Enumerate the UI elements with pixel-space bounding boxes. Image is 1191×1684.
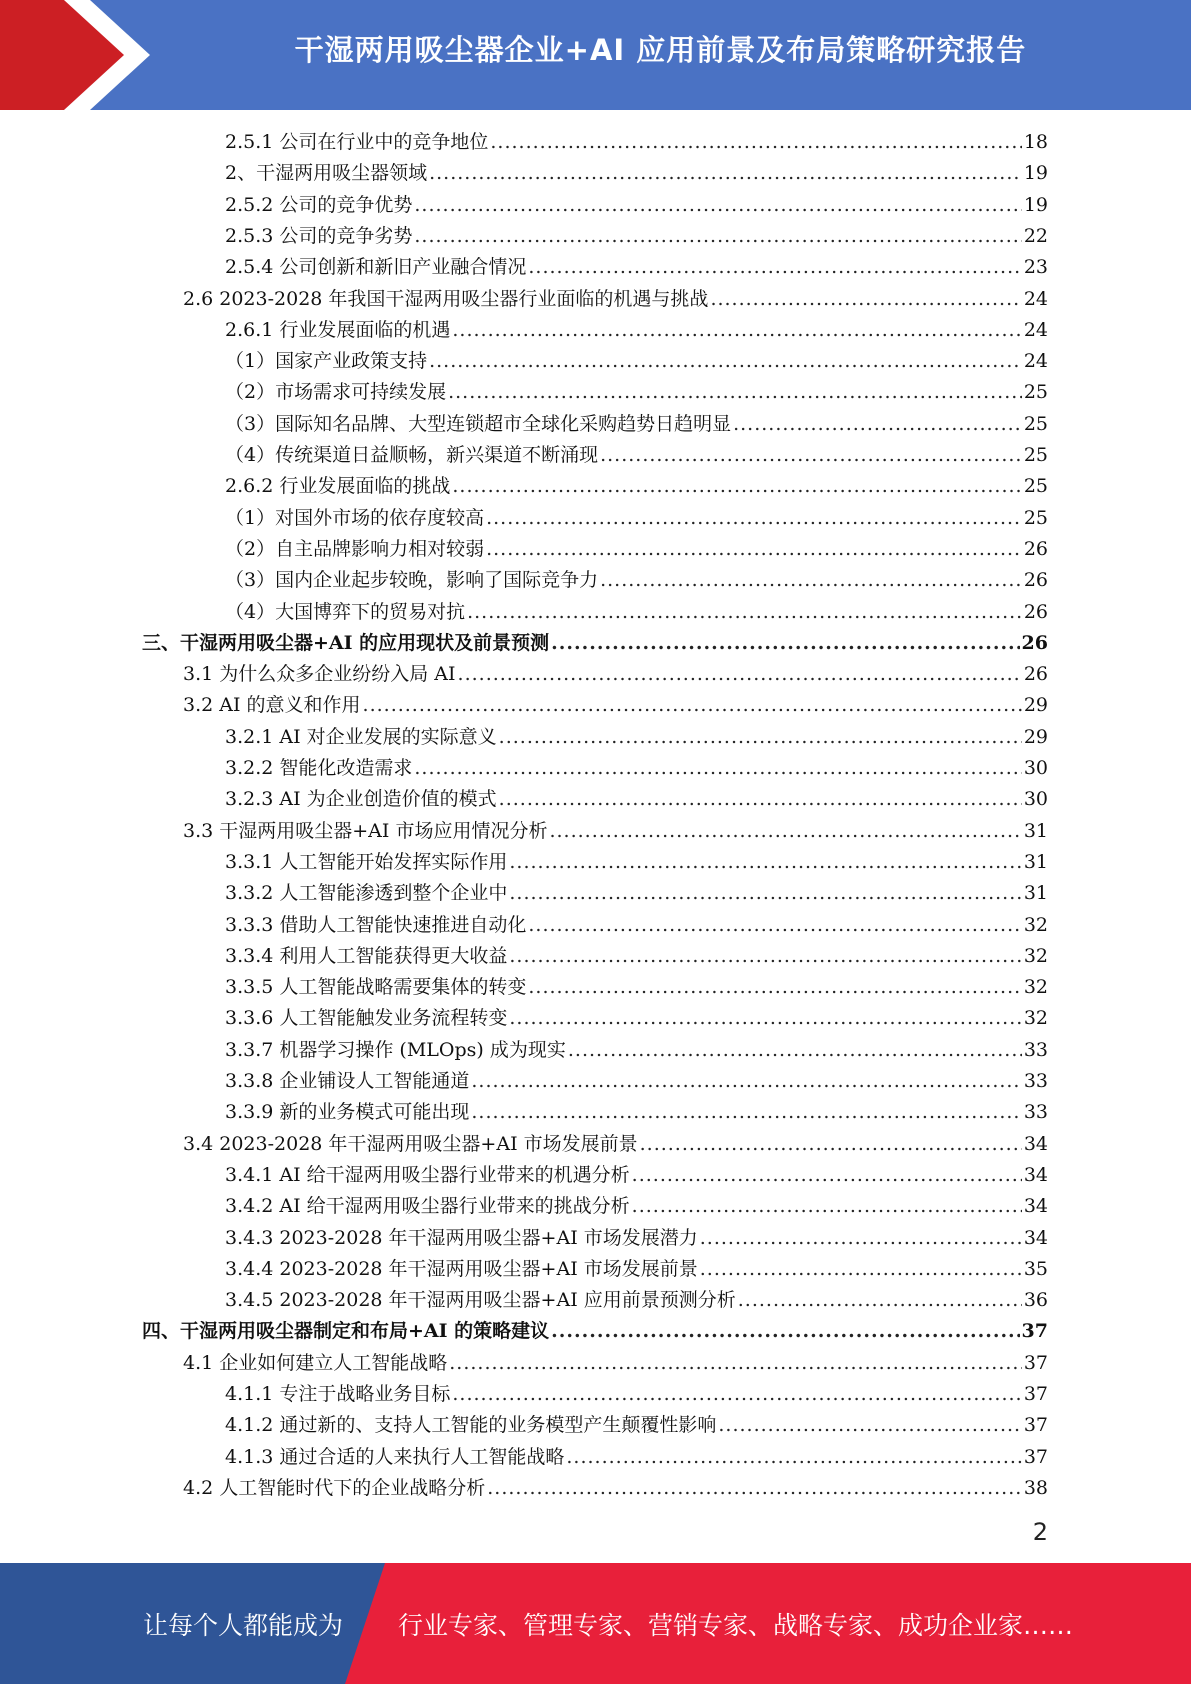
toc-entry-label: （2）自主品牌影响力相对较弱 — [225, 537, 485, 560]
toc-entry-page: 25 — [1023, 475, 1048, 498]
toc-leader-dots — [551, 1316, 1019, 1347]
toc-entry-page: 35 — [1023, 1257, 1048, 1280]
toc-entry-label: 3.3 干湿两用吸尘器+AI 市场应用情况分析 — [183, 819, 548, 842]
toc-entry-page: 26 — [1021, 631, 1048, 654]
toc-leader-dots — [632, 1160, 1022, 1191]
toc-entry-page: 38 — [1023, 1476, 1048, 1499]
toc-entry-label: 2.5.1 公司在行业中的竞争地位 — [225, 131, 489, 153]
toc-entry-label: （3）国内企业起步较晚，影响了国际竞争力 — [225, 569, 599, 592]
toc-leader-dots — [429, 346, 1022, 377]
toc-entry-page: 32 — [1023, 976, 1048, 999]
toc-entry-label: 3.3.8 企业铺设人工智能通道 — [225, 1070, 470, 1092]
toc-entry-label: 4.1.3 通过合适的人来执行人工智能战略 — [225, 1445, 565, 1468]
toc-entry-page: 19 — [1023, 193, 1048, 216]
toc-entry-label: 3.2.2 智能化改造需求 — [225, 757, 413, 779]
toc-leader-dots — [471, 1066, 1021, 1097]
toc-leader-dots — [509, 1003, 1021, 1034]
toc-entry-label: （4）大国博弈下的贸易对抗 — [225, 600, 466, 623]
page-header — [0, 0, 1191, 110]
toc-entry[interactable] — [225, 471, 1048, 502]
toc-entry[interactable] — [225, 972, 1048, 1003]
toc-entry-label: 3.4.3 2023-2028 年干湿两用吸尘器+AI 市场发展潜力 — [225, 1226, 698, 1249]
toc-entry[interactable] — [225, 1379, 1048, 1410]
toc-entry-label: （2）市场需求可持续发展 — [225, 381, 447, 404]
toc-entry-label: （1）国家产业政策支持 — [225, 350, 428, 373]
toc-entry[interactable] — [225, 377, 1048, 408]
toc-entry[interactable] — [183, 1473, 1048, 1504]
toc-entry[interactable] — [225, 1097, 1048, 1128]
toc-entry-page: 37 — [1023, 1445, 1048, 1468]
toc-entry[interactable] — [225, 753, 1048, 784]
toc-entry-label: 3.2.1 AI 对企业发展的实际意义 — [225, 725, 497, 748]
toc-leader-dots — [700, 1223, 1022, 1254]
toc-entry[interactable] — [183, 1348, 1048, 1379]
toc-entry[interactable] — [225, 440, 1048, 471]
toc-entry[interactable] — [225, 597, 1048, 628]
toc-leader-dots — [528, 252, 1021, 283]
toc-entry-page: 32 — [1023, 944, 1048, 967]
toc-leader-dots — [700, 1254, 1022, 1285]
toc-entry[interactable] — [183, 284, 1048, 315]
toc-entry-page: 37 — [1023, 1351, 1048, 1374]
toc-entry[interactable] — [225, 784, 1048, 815]
toc-entry-label: 2.6.1 行业发展面临的机遇 — [225, 318, 451, 341]
toc-entry[interactable] — [225, 1442, 1048, 1473]
toc-entry-page: 33 — [1023, 1070, 1048, 1092]
toc-entry-page: 19 — [1023, 162, 1048, 185]
toc-entry[interactable] — [225, 252, 1048, 283]
toc-entry-page: 26 — [1023, 600, 1048, 623]
toc-leader-dots — [718, 1410, 1021, 1441]
toc-entry[interactable] — [183, 659, 1048, 690]
toc-entry-label: 4.2 人工智能时代下的企业战略分析 — [183, 1476, 486, 1499]
toc-entry-page: 25 — [1023, 444, 1048, 466]
toc-entry-page: 32 — [1023, 1007, 1048, 1030]
toc-leader-dots — [490, 127, 1021, 158]
toc-entry[interactable] — [225, 1410, 1048, 1441]
toc-entry-page: 24 — [1023, 287, 1048, 310]
toc-leader-dots — [486, 534, 1022, 565]
toc-entry-page: 25 — [1023, 381, 1048, 404]
toc-entry[interactable] — [225, 346, 1048, 377]
toc-entry-label: 3.3.1 人工智能开始发挥实际作用 — [225, 850, 508, 873]
toc-entry-page: 37 — [1021, 1320, 1048, 1343]
toc-entry[interactable] — [225, 1035, 1048, 1066]
toc-entry-page: 31 — [1023, 819, 1048, 842]
toc-entry-page: 29 — [1023, 725, 1048, 748]
toc-entry-page: 24 — [1023, 350, 1048, 373]
toc-entry-page: 37 — [1023, 1383, 1048, 1405]
toc-entry-label: 3.4.1 AI 给干湿两用吸尘器行业带来的机遇分析 — [225, 1163, 630, 1186]
toc-leader-dots — [414, 190, 1021, 221]
toc-leader-dots — [600, 565, 1022, 596]
toc-leader-dots — [568, 1035, 1022, 1066]
toc-entry-label: 3.4 2023-2028 年干湿两用吸尘器+AI 市场发展前景 — [183, 1132, 638, 1155]
toc-entry[interactable] — [142, 1316, 1048, 1347]
toc-entry-label: 2、干湿两用吸尘器领域 — [225, 162, 428, 185]
toc-entry[interactable] — [225, 1003, 1048, 1034]
toc-entry-label: 3.3.2 人工智能渗透到整个企业中 — [225, 882, 508, 905]
toc-leader-dots — [414, 221, 1021, 252]
footer-slogan: 让每个人都能成为 — [143, 1611, 344, 1640]
toc-leader-dots — [738, 1285, 1022, 1316]
toc-leader-dots — [448, 377, 1022, 408]
toc-entry[interactable] — [225, 1285, 1048, 1316]
toc-leader-dots — [509, 878, 1021, 909]
toc-leader-dots — [528, 910, 1021, 941]
toc-entry-page: 26 — [1023, 663, 1048, 686]
toc-entry-page: 33 — [1023, 1038, 1048, 1061]
toc-entry-page: 18 — [1023, 131, 1048, 153]
toc-entry[interactable] — [225, 1223, 1048, 1254]
toc-leader-dots — [471, 1097, 1021, 1128]
toc-leader-dots — [640, 1129, 1022, 1160]
toc-entry-label: 2.6.2 行业发展面临的挑战 — [225, 475, 451, 498]
page-number: 2 — [1032, 1518, 1048, 1546]
toc-entry-label: 3.4.2 AI 给干湿两用吸尘器行业带来的挑战分析 — [225, 1195, 630, 1218]
toc-entry-page: 34 — [1023, 1195, 1048, 1218]
toc-leader-dots — [452, 315, 1021, 346]
toc-entry[interactable] — [225, 565, 1048, 596]
toc-leader-dots — [528, 972, 1021, 1003]
toc-entry[interactable] — [225, 221, 1048, 252]
toc-entry-page: 26 — [1023, 569, 1048, 592]
toc-entry-label: 4.1.2 通过新的、支持人工智能的业务模型产生颠覆性影响 — [225, 1414, 717, 1437]
toc-leader-dots — [710, 284, 1021, 315]
toc-entry[interactable] — [183, 1129, 1048, 1160]
toc-entry[interactable] — [225, 1160, 1048, 1191]
toc-leader-dots — [486, 503, 1022, 534]
toc-entry-page: 29 — [1023, 694, 1048, 717]
report-title: 干湿两用吸尘器企业+AI 应用前景及布局策略研究报告 — [294, 33, 1027, 67]
toc-entry-page: 34 — [1023, 1226, 1048, 1249]
toc-leader-dots — [600, 440, 1022, 471]
toc-entry-page: 34 — [1023, 1163, 1048, 1186]
toc-entry-label: 3.3.3 借助人工智能快速推进自动化 — [225, 913, 527, 936]
toc-entry-page: 30 — [1023, 757, 1048, 779]
toc-entry[interactable] — [225, 158, 1048, 189]
toc-entry-label: 3.4.5 2023-2028 年干湿两用吸尘器+AI 应用前景预测分析 — [225, 1289, 736, 1312]
toc-leader-dots — [467, 597, 1022, 628]
toc-entry[interactable] — [225, 722, 1048, 753]
toc-entry-page: 37 — [1023, 1414, 1048, 1437]
toc-leader-dots — [458, 659, 1022, 690]
toc-entry[interactable] — [225, 1066, 1048, 1097]
toc-entry[interactable] — [225, 910, 1048, 941]
toc-leader-dots — [551, 628, 1019, 659]
toc-leader-dots — [363, 690, 1022, 721]
toc-entry[interactable] — [183, 816, 1048, 847]
footer-expert-list: 行业专家、管理专家、营销专家、战略专家、成功企业家…… — [398, 1611, 1074, 1640]
toc-entry[interactable] — [225, 409, 1048, 440]
toc-leader-dots — [414, 753, 1021, 784]
toc-entry[interactable] — [225, 941, 1048, 972]
toc-entry-label: （1）对国外市场的依存度较高 — [225, 506, 485, 529]
toc-entry[interactable] — [142, 628, 1048, 659]
toc-leader-dots — [509, 941, 1021, 972]
toc-entry[interactable] — [225, 503, 1048, 534]
toc-entry[interactable] — [225, 1191, 1048, 1222]
toc-entry[interactable] — [183, 690, 1048, 721]
toc-leader-dots — [499, 784, 1022, 815]
toc-entry-page: 36 — [1023, 1289, 1048, 1312]
toc-leader-dots — [566, 1442, 1021, 1473]
toc-leader-dots — [733, 409, 1022, 440]
toc-entry-label: 2.6 2023-2028 年我国干湿两用吸尘器行业面临的机遇与挑战 — [183, 287, 709, 310]
toc-entry-page: 34 — [1023, 1132, 1048, 1155]
toc-leader-dots — [452, 1379, 1021, 1410]
toc-entry-label: 3.4.4 2023-2028 年干湿两用吸尘器+AI 市场发展前景 — [225, 1257, 698, 1280]
toc-leader-dots — [429, 158, 1022, 189]
toc-entry-page: 31 — [1023, 850, 1048, 873]
toc-entry-label: 2.5.2 公司的竞争优势 — [225, 193, 413, 216]
toc-entry-page: 24 — [1023, 318, 1048, 341]
toc-leader-dots — [549, 816, 1021, 847]
toc-entry-page: 23 — [1023, 256, 1048, 279]
toc-entry-page: 22 — [1023, 224, 1048, 247]
toc-entry-label: 3.3.4 利用人工智能获得更大收益 — [225, 944, 508, 967]
header-arrow-graphic — [0, 0, 150, 110]
toc-entry-label: 3.3.5 人工智能战略需要集体的转变 — [225, 976, 527, 999]
toc-leader-dots — [499, 722, 1022, 753]
toc-entry-label: 4.1.1 专注于战略业务目标 — [225, 1383, 451, 1405]
toc-entry-page: 31 — [1023, 882, 1048, 905]
toc-entry-label: 3.2.3 AI 为企业创造价值的模式 — [225, 788, 497, 811]
toc-entry[interactable] — [225, 127, 1048, 158]
toc-entry[interactable] — [225, 1254, 1048, 1285]
toc-entry-label: 3.3.9 新的业务模式可能出现 — [225, 1101, 470, 1124]
toc-leader-dots — [487, 1473, 1022, 1504]
toc-entry-label: 4.1 企业如何建立人工智能战略 — [183, 1351, 448, 1374]
toc-entry-label: （4）传统渠道日益顺畅，新兴渠道不断涌现 — [225, 444, 599, 466]
toc-entry-label: 3.3.6 人工智能触发业务流程转变 — [225, 1007, 508, 1030]
toc-entry-label: 2.5.3 公司的竞争劣势 — [225, 224, 413, 247]
toc-leader-dots — [509, 847, 1021, 878]
toc-entry-label: 2.5.4 公司创新和新旧产业融合情况 — [225, 256, 527, 279]
toc-entry-label: （3）国际知名品牌、大型连锁超市全球化采购趋势日趋明显 — [225, 412, 732, 435]
toc-entry[interactable] — [225, 190, 1048, 221]
toc-entry[interactable] — [225, 847, 1048, 878]
toc-entry-label: 3.2 AI 的意义和作用 — [183, 694, 361, 717]
toc-entry-page: 30 — [1023, 788, 1048, 811]
toc-leader-dots — [632, 1191, 1022, 1222]
toc-entry-page: 25 — [1023, 506, 1048, 529]
toc-leader-dots — [449, 1348, 1022, 1379]
toc-leader-dots — [452, 471, 1021, 502]
toc-entry[interactable] — [225, 534, 1048, 565]
toc-entry-page: 33 — [1023, 1101, 1048, 1124]
toc-entry[interactable] — [225, 878, 1048, 909]
toc-entry-page: 32 — [1023, 913, 1048, 936]
toc-entry-label: 三、干湿两用吸尘器+AI 的应用现状及前景预测 — [142, 631, 550, 654]
toc-entry-page: 26 — [1023, 537, 1048, 560]
toc-entry-label: 3.3.7 机器学习操作 (MLOps) 成为现实 — [225, 1038, 566, 1061]
toc-entry-page: 25 — [1023, 412, 1048, 435]
toc-entry[interactable] — [225, 315, 1048, 346]
toc-entry-label: 3.1 为什么众多企业纷纷入局 AI — [183, 663, 456, 686]
toc-entry-label: 四、干湿两用吸尘器制定和布局+AI 的策略建议 — [142, 1320, 550, 1343]
page-footer — [0, 1563, 1191, 1684]
